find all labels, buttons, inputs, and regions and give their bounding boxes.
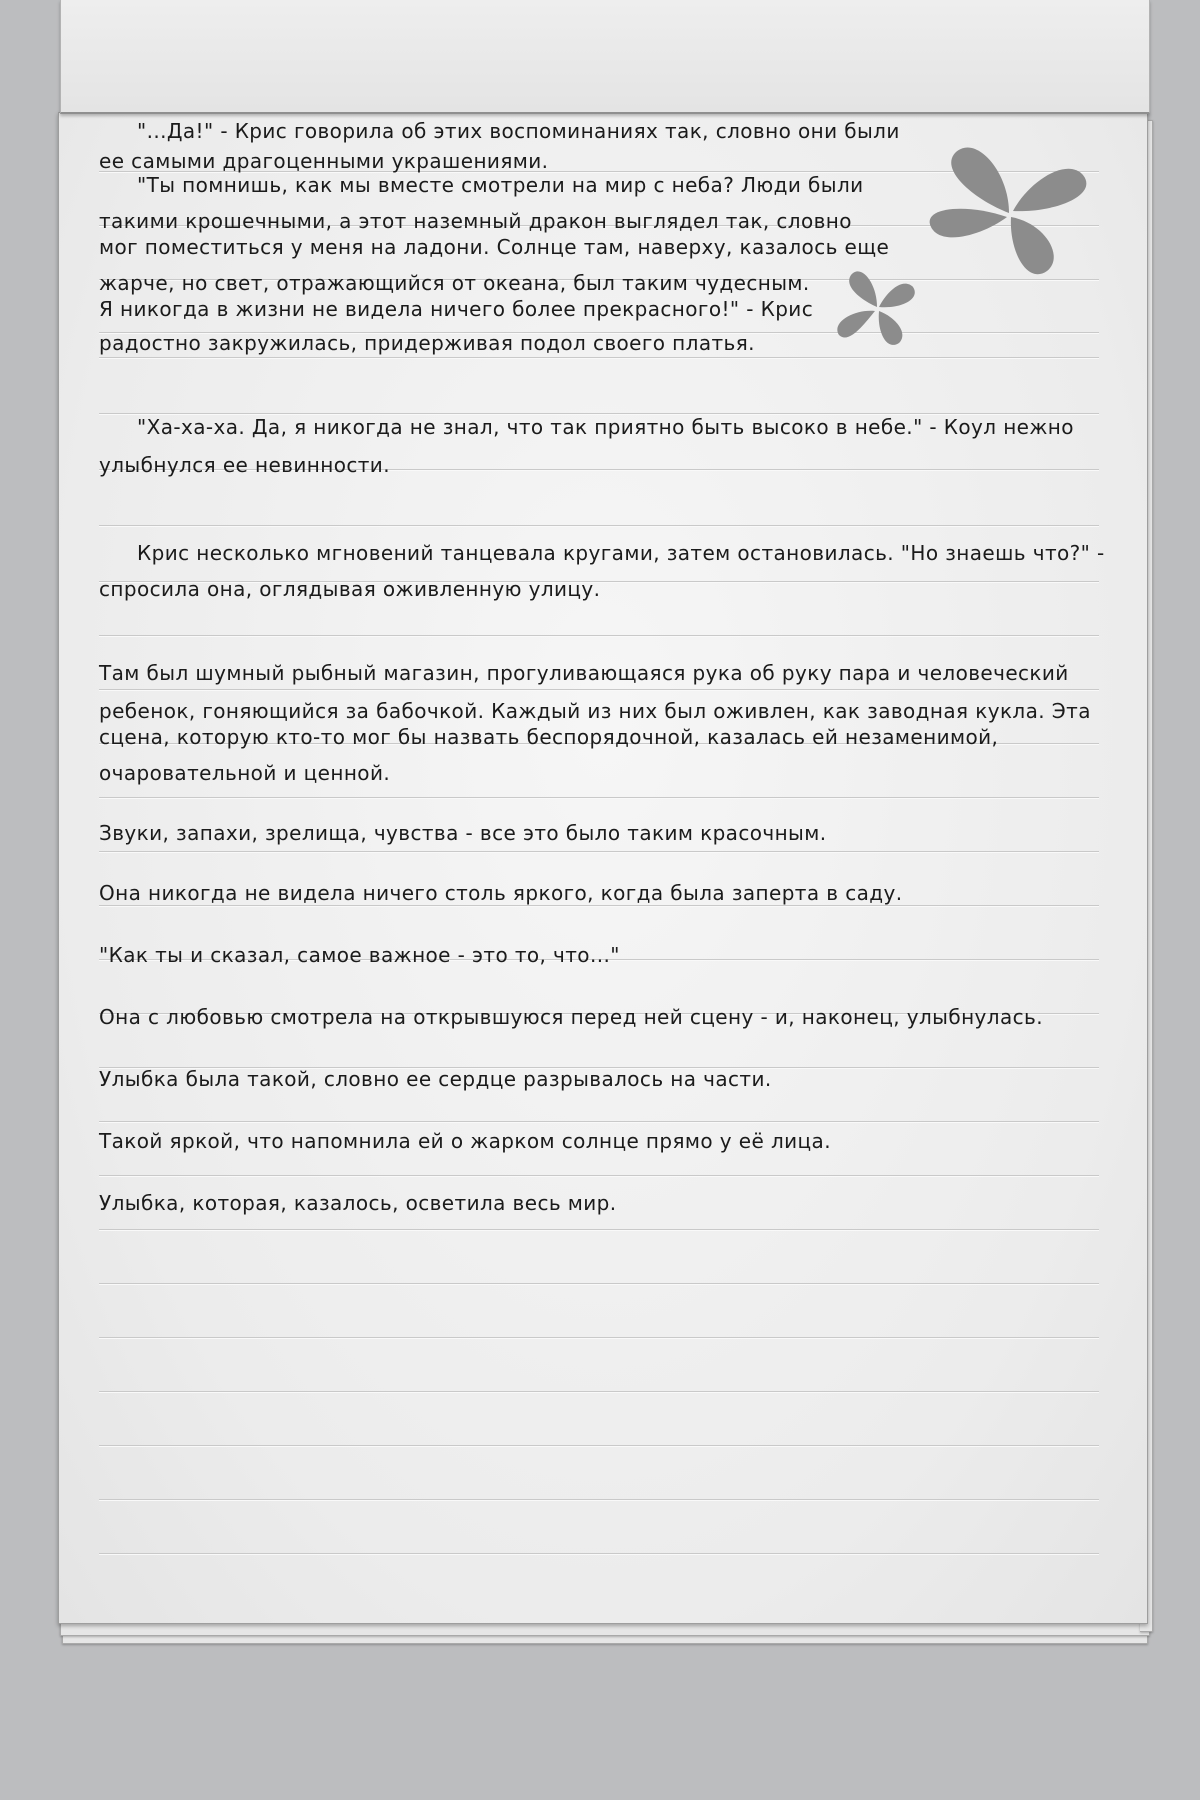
text-line: "Ты помнишь, как мы вместе смотрели на мир с неба? Люди были <box>137 173 864 197</box>
text-line: мог поместиться у меня на ладони. Солнце там, наверху, казалось еще <box>99 235 890 259</box>
text-line: ее самыми драгоценными украшениями. <box>99 149 549 173</box>
text-line: такими крошечными, а этот наземный дракон выглядел так, словно <box>99 209 852 233</box>
text-line: "Ха-ха-ха. Да, я никогда не знал, что так приятно быть высоко в небе." - Коул нежно <box>137 415 1074 439</box>
text-line: ребенок, гоняющийся за бабочкой. Каждый из них был оживлен, как заводная кукла. Эта <box>99 699 1091 723</box>
text-line: Я никогда в жизни не видела ничего более прекрасного!" - Крис <box>99 297 814 321</box>
text-line: улыбнулся ее невинности. <box>99 453 390 477</box>
flower-icon-small <box>833 263 923 353</box>
text-line: Она с любовью смотрела на открывшуюся перед ней сцену - и, наконец, улыбнулась. <box>99 1005 1043 1029</box>
sheet-edge-bottom <box>60 1622 1150 1636</box>
text-line: Она никогда не видела ничего столь яркого, когда была заперта в саду. <box>99 881 903 905</box>
top-flap <box>60 0 1150 114</box>
text-line: сцена, которую кто-то мог бы назвать беспорядочной, казалась ей незаменимой, <box>99 725 999 749</box>
text-line: спросила она, оглядывая оживленную улицу. <box>99 577 601 601</box>
text-line: Крис несколько мгновений танцевала кругами, затем остановилась. "Но знаешь что?" - <box>137 541 1105 565</box>
text-line: радостно закружилась, придерживая подол своего платья. <box>99 331 755 355</box>
text-line: "Как ты и сказал, самое важное - это то, что..." <box>99 943 620 967</box>
notebook-page <box>58 112 1148 1624</box>
text-line: Звуки, запахи, зрелища, чувства - все это было таким красочным. <box>99 821 827 845</box>
text-line: Улыбка, которая, казалось, осветила весь мир. <box>99 1191 617 1215</box>
text-line: жарче, но свет, отражающийся от океана, был таким чудесным. <box>99 271 810 295</box>
text-line: Там был шумный рыбный магазин, прогуливающаяся рука об руку пара и человеческий <box>99 661 1069 685</box>
text-line: "...Да!" - Крис говорила об этих воспоминаниях так, словно они были <box>137 119 900 143</box>
text-line: Такой яркой, что напомнила ей о жарком солнце прямо у её лица. <box>99 1129 831 1153</box>
text-line: очаровательной и ценной. <box>99 761 391 785</box>
flower-icon-large <box>917 131 1127 281</box>
text-line: Улыбка была такой, словно ее сердце разрывалось на части. <box>99 1067 772 1091</box>
